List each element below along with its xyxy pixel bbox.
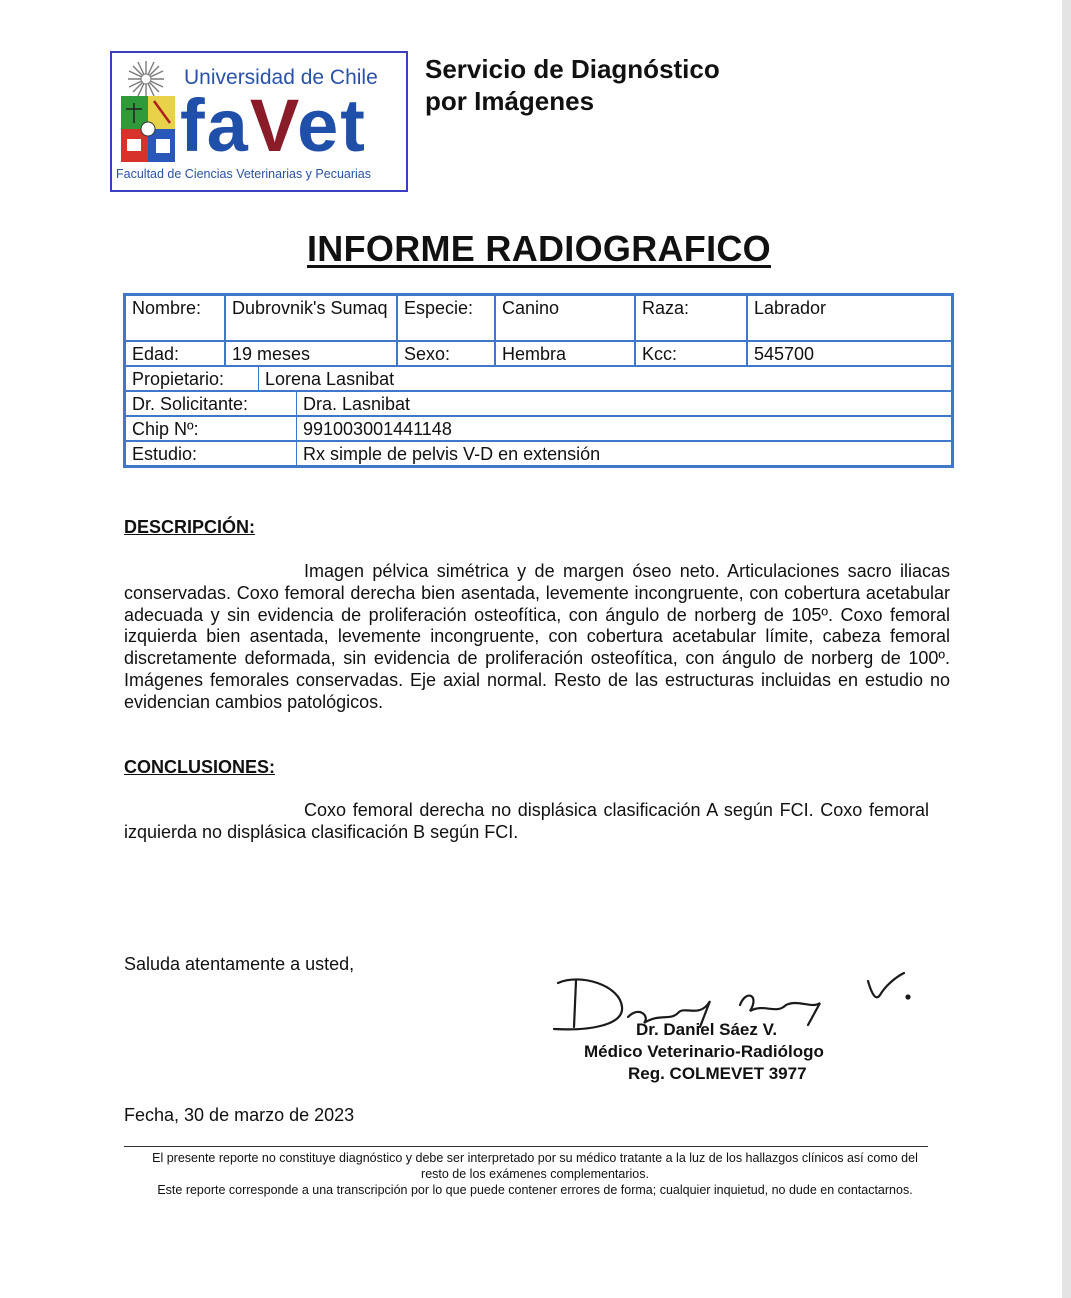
service-line-2: por Imágenes [425,86,595,116]
faculty-name: Facultad de Ciencias Veterinarias y Pecuarias [116,167,371,181]
star-icon [124,59,168,99]
footer-disclaimer [100,1150,970,1198]
chip-value: 991003001441148 [303,419,452,439]
favet-wordmark: faVet [180,84,367,167]
doctor-title: Médico Veterinario-Radiólogo [584,1042,824,1061]
report-title: INFORME RADIOGRAFICO [307,228,771,269]
page-edge [1062,0,1071,1298]
conclusiones-text: Coxo femoral derecha no displásica clasificación A según FCI. Coxo femoral izquierda no displásica clasificación B según FCI. [124,800,929,842]
raza-label: Raza: [635,295,747,341]
footer-line-1: El presente reporte no constituye diagnóstico y debe ser interpretado por su médico tratante a la luz de los hallazgos clínicos así como del [152,1151,918,1165]
edad-value: 19 meses [225,341,397,366]
especie-label: Especie: [397,295,495,341]
sexo-label: Sexo: [397,341,495,366]
estudio-value: Rx simple de pelvis V-D en extensión [303,444,601,464]
solicitante-label: Dr. Solicitante: [126,392,297,415]
edad-label: Edad: [125,341,225,366]
nombre-value: Dubrovnik's Sumaq [225,295,397,341]
doctor-registration: Reg. COLMEVET 3977 [628,1064,807,1083]
solicitante-value: Dra. Lasnibat [303,394,411,414]
sexo-value: Hembra [495,341,635,366]
patient-table [123,293,954,468]
table-row [125,391,952,416]
estudio-label: Estudio: [126,442,297,465]
raza-value: Labrador [747,295,952,341]
footer-line-3: Este reporte corresponde a una transcripción por lo que puede contener errores de forma; cualquier inquietud, no dude en contactarnos. [157,1183,913,1197]
descripcion-heading: DESCRIPCIÓN: [124,517,256,537]
chip-label: Chip Nº: [126,417,297,440]
nombre-label: Nombre: [125,295,225,341]
propietario-label: Propietario: [126,367,259,390]
doctor-name: Dr. Daniel Sáez V. [636,1020,778,1039]
table-row [125,441,952,466]
table-row [125,341,952,366]
kcc-label: Kcc: [635,341,747,366]
report-date: Fecha, 30 de marzo de 2023 [124,1105,355,1125]
table-row [125,295,952,341]
footer-divider [124,1146,928,1147]
conclusiones-heading: CONCLUSIONES: [124,757,276,777]
shield-icon [120,95,176,163]
kcc-value: 545700 [747,341,952,366]
footer-line-2: resto de los exámenes complementarios. [421,1167,649,1181]
propietario-value: Lorena Lasnibat [265,369,395,389]
descripcion-text: Imagen pélvica simétrica y de margen óseo neto. Articulaciones sacro iliacas conservadas. Coxo femoral derecha bien asentada, levemente incongruente, con cobertura acetabular adecuada y sin evidencia de proliferación osteofítica, con ángulo de norberg de 105º. Coxo femoral izquierda bien asentada, levemente incongruente, con cobertura acetabular límite, cabeza femoral discretamente deformada, sin evidencia de proliferación osteofítica, con ángulo de norberg de 100º. Imágenes femorales conservadas. Eje axial normal. Resto de las estructuras incluidas en estudio no evidencian cambios patológicos. [124,561,950,712]
service-header [425,53,720,117]
table-row [125,366,952,391]
service-line-1: Servicio de Diagnóstico [425,54,720,84]
especie-value: Canino [495,295,635,341]
table-row [125,416,952,441]
university-logo [110,51,408,192]
university-name: Universidad de Chile [184,66,378,89]
closing-text: Saluda atentamente a usted, [124,954,355,974]
